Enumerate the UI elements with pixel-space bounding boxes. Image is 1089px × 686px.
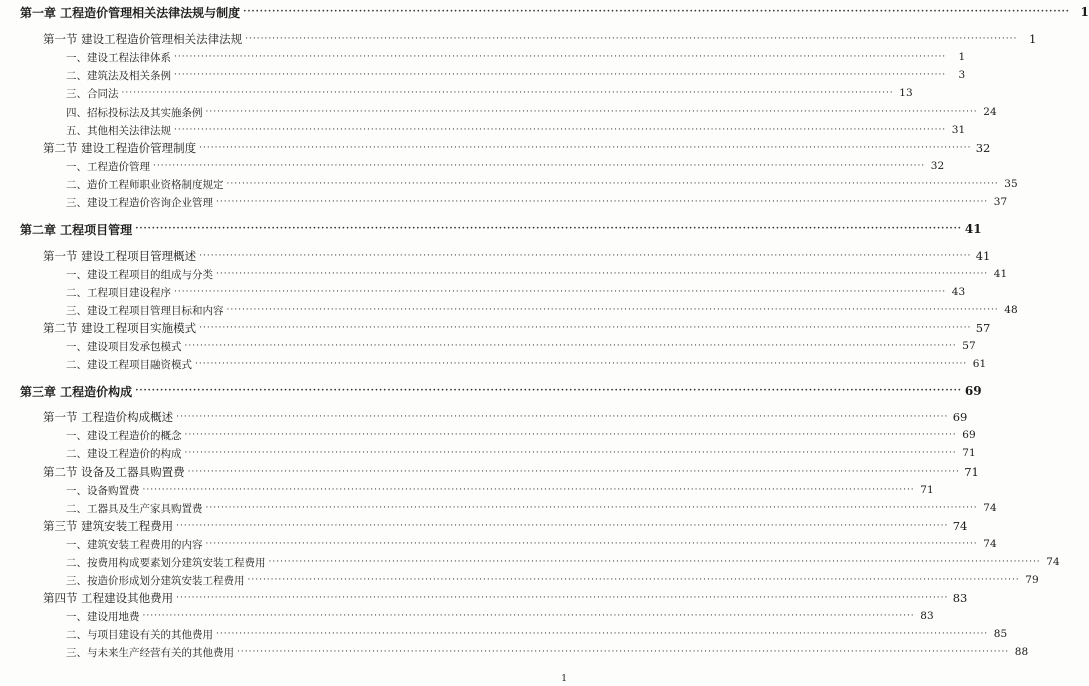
dot-leader: ········································································································································································································: [245, 34, 1018, 44]
toc-section: [0, 517, 968, 535]
toc-entry-title: 第一节 工程造价构成概述: [43, 410, 174, 424]
toc-entry-page: 37: [993, 196, 1008, 208]
dot-leader: ········································································································································································································: [205, 539, 978, 549]
toc-section: [0, 589, 968, 607]
toc-entry-title: 五、其他相关法律法规: [66, 124, 171, 137]
toc-entry-page: 3: [958, 69, 966, 81]
toc-entry-title: 第一节 建设工程项目管理概述: [43, 249, 197, 263]
toc-entry-title: 一、建筑安装工程费用的内容: [66, 538, 203, 551]
toc-item: [0, 301, 1018, 319]
toc-entry-title: 二、建设工程造价的构成: [66, 447, 182, 460]
toc-entry-title: 一、工程造价管理: [66, 160, 150, 173]
dot-leader: ········································································································································································································: [226, 179, 999, 189]
dot-leader: ········································································································································································································: [268, 557, 1041, 567]
toc-item: [0, 643, 1029, 661]
toc-entry-title: 第二节 建设工程项目实施模式: [43, 321, 197, 335]
dot-leader: ········································································································································································································: [243, 7, 1070, 17]
dot-leader: ········································································································································································································: [176, 593, 949, 603]
toc-item: [0, 499, 997, 517]
toc-section: [0, 408, 968, 426]
dot-leader: ········································································································································································································: [226, 305, 999, 315]
dot-leader: ········································································································································································································: [195, 359, 968, 369]
toc-entry-title: 第二节 建设工程造价管理制度: [43, 141, 197, 155]
toc-entry-title: 第三节 建筑安装工程费用: [43, 519, 174, 533]
toc-entry-page: 1: [958, 51, 966, 63]
toc-item: [0, 84, 913, 102]
toc-entry-page: 24: [983, 106, 997, 118]
toc-item: [0, 66, 966, 84]
toc-entry-title: 二、建筑法及相关条例: [66, 69, 171, 82]
toc-entry-page: 13: [899, 87, 913, 99]
dot-leader: ········································································································································································································: [121, 88, 894, 98]
toc-entry-title: 二、建设工程项目融资模式: [66, 358, 192, 371]
dot-leader: ········································································································································································································: [184, 430, 957, 440]
toc-chapter: [0, 3, 1089, 21]
toc-entry-title: 第一章 工程造价管理相关法律法规与制度: [20, 5, 241, 20]
toc-entry-page: 71: [962, 447, 976, 459]
toc-entry-page: 74: [1046, 556, 1060, 568]
toc-entry-page: 61: [972, 358, 987, 370]
toc-entry-page: 83: [920, 610, 934, 622]
toc-entry-title: 一、建设用地费: [66, 610, 140, 623]
dot-leader: ········································································································································································································: [153, 161, 926, 171]
toc-entry-page: 57: [975, 321, 991, 335]
toc-entry-page: 71: [964, 465, 979, 479]
footer-page-number: 1: [561, 674, 567, 684]
toc-entry-page: 1: [1080, 5, 1089, 19]
toc-entry-title: 三、按造价形成划分建筑安装工程费用: [66, 574, 245, 587]
toc-entry-page: 35: [1004, 178, 1018, 190]
toc-item: [0, 48, 966, 66]
toc-entry-title: 三、建设工程项目管理目标和内容: [66, 304, 224, 317]
toc-item: [0, 283, 966, 301]
dot-leader: ········································································································································································································: [216, 197, 989, 207]
dot-leader: ········································································································································································································: [199, 143, 972, 153]
toc-chapter: [0, 220, 982, 238]
dot-leader: ········································································································································································································: [237, 647, 1010, 657]
dot-leader: ········································································································································································································: [199, 251, 972, 261]
dot-leader: ········································································································································································································: [205, 107, 978, 117]
toc-entry-page: 57: [962, 340, 976, 352]
toc-entry-page: 41: [993, 268, 1008, 280]
toc-entry-title: 第一节 建设工程造价管理相关法律法规: [43, 32, 243, 46]
toc-entry-title: 二、工程项目建设程序: [66, 286, 171, 299]
toc-entry-title: 四、招标投标法及其实施条例: [66, 106, 203, 119]
toc-entry-page: 85: [993, 628, 1008, 640]
toc-entry-title: 二、按费用构成要素划分建筑安装工程费用: [66, 556, 266, 569]
toc-entry-page: 31: [951, 124, 966, 136]
toc-section: [0, 247, 991, 265]
toc-entry-title: 一、建设工程法律体系: [66, 51, 171, 64]
toc-item: [0, 426, 976, 444]
dot-leader: ········································································································································································································: [174, 125, 947, 135]
toc-item: [0, 193, 1008, 211]
toc-entry-title: 三、合同法: [66, 87, 119, 100]
toc-entry-title: 三、建设工程造价咨询企业管理: [66, 196, 213, 209]
toc-entry-page: 43: [951, 286, 966, 298]
dot-leader: ········································································································································································································: [176, 412, 949, 422]
toc-entry-page: 69: [964, 384, 982, 398]
toc-entry-page: 32: [930, 160, 945, 172]
toc-chapter: [0, 382, 982, 400]
toc-item: [0, 553, 1060, 571]
dot-leader: ········································································································································································································: [199, 323, 972, 333]
dot-leader: ········································································································································································································: [142, 485, 915, 495]
toc-section: [0, 139, 991, 157]
toc-entry-title: 第三章 工程造价构成: [20, 384, 133, 399]
toc-section: [0, 463, 979, 481]
toc-entry-title: 二、工器具及生产家具购置费: [66, 502, 203, 515]
toc-entry-title: 一、建设工程造价的概念: [66, 429, 182, 442]
toc-entry-title: 一、建设项目发承包模式: [66, 340, 182, 353]
dot-leader: ········································································································································································································: [174, 52, 947, 62]
toc-item: [0, 535, 997, 553]
toc-item: [0, 265, 1008, 283]
toc-entry-title: 第二节 设备及工器具购置费: [43, 465, 185, 479]
dot-leader: ········································································································································································································: [247, 575, 1020, 585]
toc-entry-page: 32: [975, 141, 991, 155]
toc-item: [0, 337, 976, 355]
dot-leader: ········································································································································································································: [135, 224, 962, 234]
toc-entry-page: 79: [1025, 574, 1039, 586]
toc-entry-title: 一、建设工程项目的组成与分类: [66, 268, 213, 281]
toc-item: [0, 157, 945, 175]
toc-entry-title: 二、造价工程师职业资格制度规定: [66, 178, 224, 191]
toc-entry-page: 41: [964, 222, 982, 236]
dot-leader: ········································································································································································································: [216, 629, 989, 639]
toc-entry-page: 74: [952, 519, 968, 533]
toc-item: [0, 481, 934, 499]
toc-entry-page: 83: [952, 591, 968, 605]
dot-leader: ········································································································································································································: [216, 269, 989, 279]
toc-entry-page: 69: [952, 410, 968, 424]
toc-entry-title: 第二章 工程项目管理: [20, 222, 133, 237]
dot-leader: ········································································································································································································: [176, 521, 949, 531]
toc-entry-page: 88: [1014, 646, 1029, 658]
toc-entry-page: 48: [1004, 304, 1018, 316]
toc-entry-page: 1: [1029, 32, 1037, 46]
toc-entry-page: 69: [962, 429, 976, 441]
toc-section: [0, 30, 1037, 48]
dot-leader: ········································································································································································································: [184, 448, 957, 458]
toc-entry-page: 71: [920, 484, 934, 496]
dot-leader: ········································································································································································································: [135, 386, 962, 396]
toc-section: [0, 319, 991, 337]
dot-leader: ········································································································································································································: [205, 503, 978, 513]
toc-item: [0, 625, 1008, 643]
toc-item: [0, 121, 966, 139]
toc-entry-title: 二、与项目建设有关的其他费用: [66, 628, 213, 641]
dot-leader: ········································································································································································································: [142, 611, 915, 621]
dot-leader: ········································································································································································································: [184, 341, 957, 351]
toc-item: [0, 571, 1039, 589]
toc-entry-page: 41: [975, 249, 991, 263]
toc-entry-title: 第四节 工程建设其他费用: [43, 591, 174, 605]
toc-entry-page: 74: [983, 538, 997, 550]
toc-entry-title: 三、与未来生产经营有关的其他费用: [66, 646, 234, 659]
toc-item: [0, 355, 987, 373]
toc-item: [0, 103, 997, 121]
dot-leader: ········································································································································································································: [174, 287, 947, 297]
dot-leader: ········································································································································································································: [187, 467, 960, 477]
toc-item: [0, 607, 934, 625]
dot-leader: ········································································································································································································: [174, 70, 947, 80]
toc-entry-page: 74: [983, 502, 997, 514]
toc-item: [0, 175, 1018, 193]
toc-entry-title: 一、设备购置费: [66, 484, 140, 497]
toc-item: [0, 444, 976, 462]
